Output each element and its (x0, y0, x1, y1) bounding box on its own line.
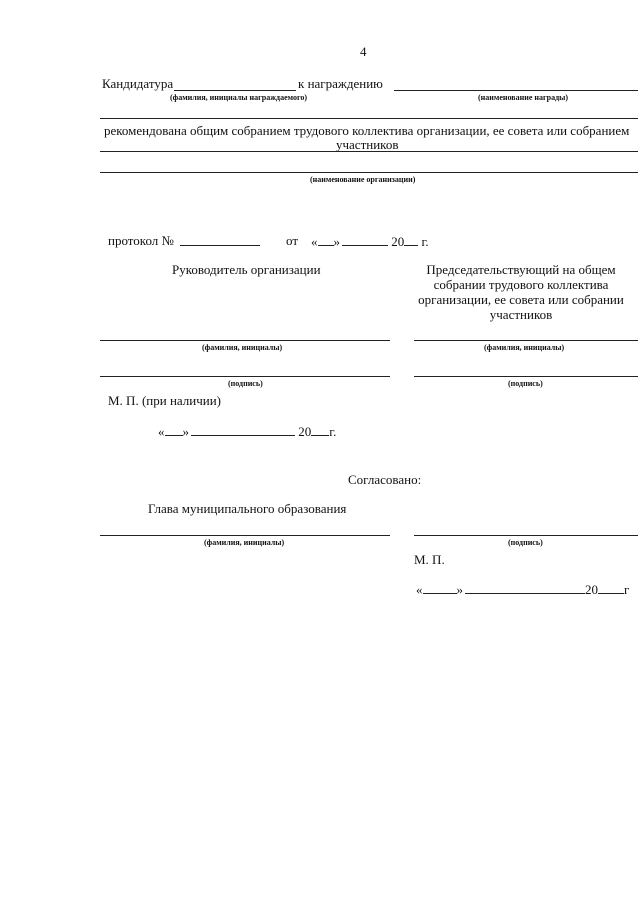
right-signer-title: Председательствующий на общем собрании трудового коллектива организации, ее совета или собрании участников (418, 262, 624, 322)
recommended-line-2: участников (336, 137, 399, 152)
to-award-label: к награждению (298, 76, 383, 91)
protocol-month-line (342, 233, 388, 246)
protocol-year-line (404, 233, 418, 246)
agreed-month-line (465, 581, 585, 594)
agreed-label: Согласовано: (348, 472, 422, 487)
recommended-underline (100, 151, 638, 152)
head-stamp-label: М. П. (414, 552, 445, 567)
right-signer-name-line (414, 340, 638, 341)
head-title: Глава муниципального образования (148, 501, 347, 516)
agreed-year-line (598, 581, 624, 594)
page-number: 4 (360, 44, 367, 59)
stamp-month-line (191, 423, 295, 436)
organization-name-line (100, 172, 638, 173)
right-signer-name-caption: (фамилия, инициалы) (484, 343, 565, 352)
agreed-day-line (423, 581, 457, 594)
protocol-from-label: от (286, 233, 299, 248)
right-signer-signature-caption: (подпись) (508, 379, 543, 388)
protocol-date: « » 20 г. (311, 234, 429, 249)
left-signer-signature-caption: (подпись) (228, 379, 263, 388)
top-separator-line (100, 118, 638, 119)
right-signer-signature-line (414, 376, 638, 377)
left-signer-name-caption: (фамилия, инициалы) (202, 343, 283, 352)
candidate-name-caption: (фамилия, инициалы награждаемого) (170, 93, 308, 102)
protocol-number-line (180, 245, 260, 246)
candidate-name-line (174, 90, 296, 91)
head-name-line (100, 535, 390, 536)
protocol-label: протокол № (108, 233, 174, 248)
candidate-label: Кандидатура (102, 76, 174, 91)
award-name-caption: (наименование награды) (478, 93, 569, 102)
organization-caption: (наименование организации) (310, 175, 416, 184)
stamp-label: М. П. (при наличии) (108, 393, 222, 408)
left-signer-name-line (100, 340, 390, 341)
left-signer-title: Руководитель организации (172, 262, 321, 277)
recommended-line-1: рекомендована общим собранием трудового коллектива организации, ее совета или собранием (104, 123, 630, 138)
stamp-year-line (311, 423, 329, 436)
stamp-day-line (165, 423, 183, 436)
left-signer-signature-line (100, 376, 390, 377)
award-name-line (394, 90, 638, 91)
head-name-caption: (фамилия, инициалы) (204, 538, 285, 547)
agreed-date: « » 20 г (416, 582, 630, 597)
protocol-day-line (318, 233, 334, 246)
stamp-date: « » 20 г. (158, 424, 337, 439)
head-signature-line (414, 535, 638, 536)
head-signature-caption: (подпись) (508, 538, 543, 547)
